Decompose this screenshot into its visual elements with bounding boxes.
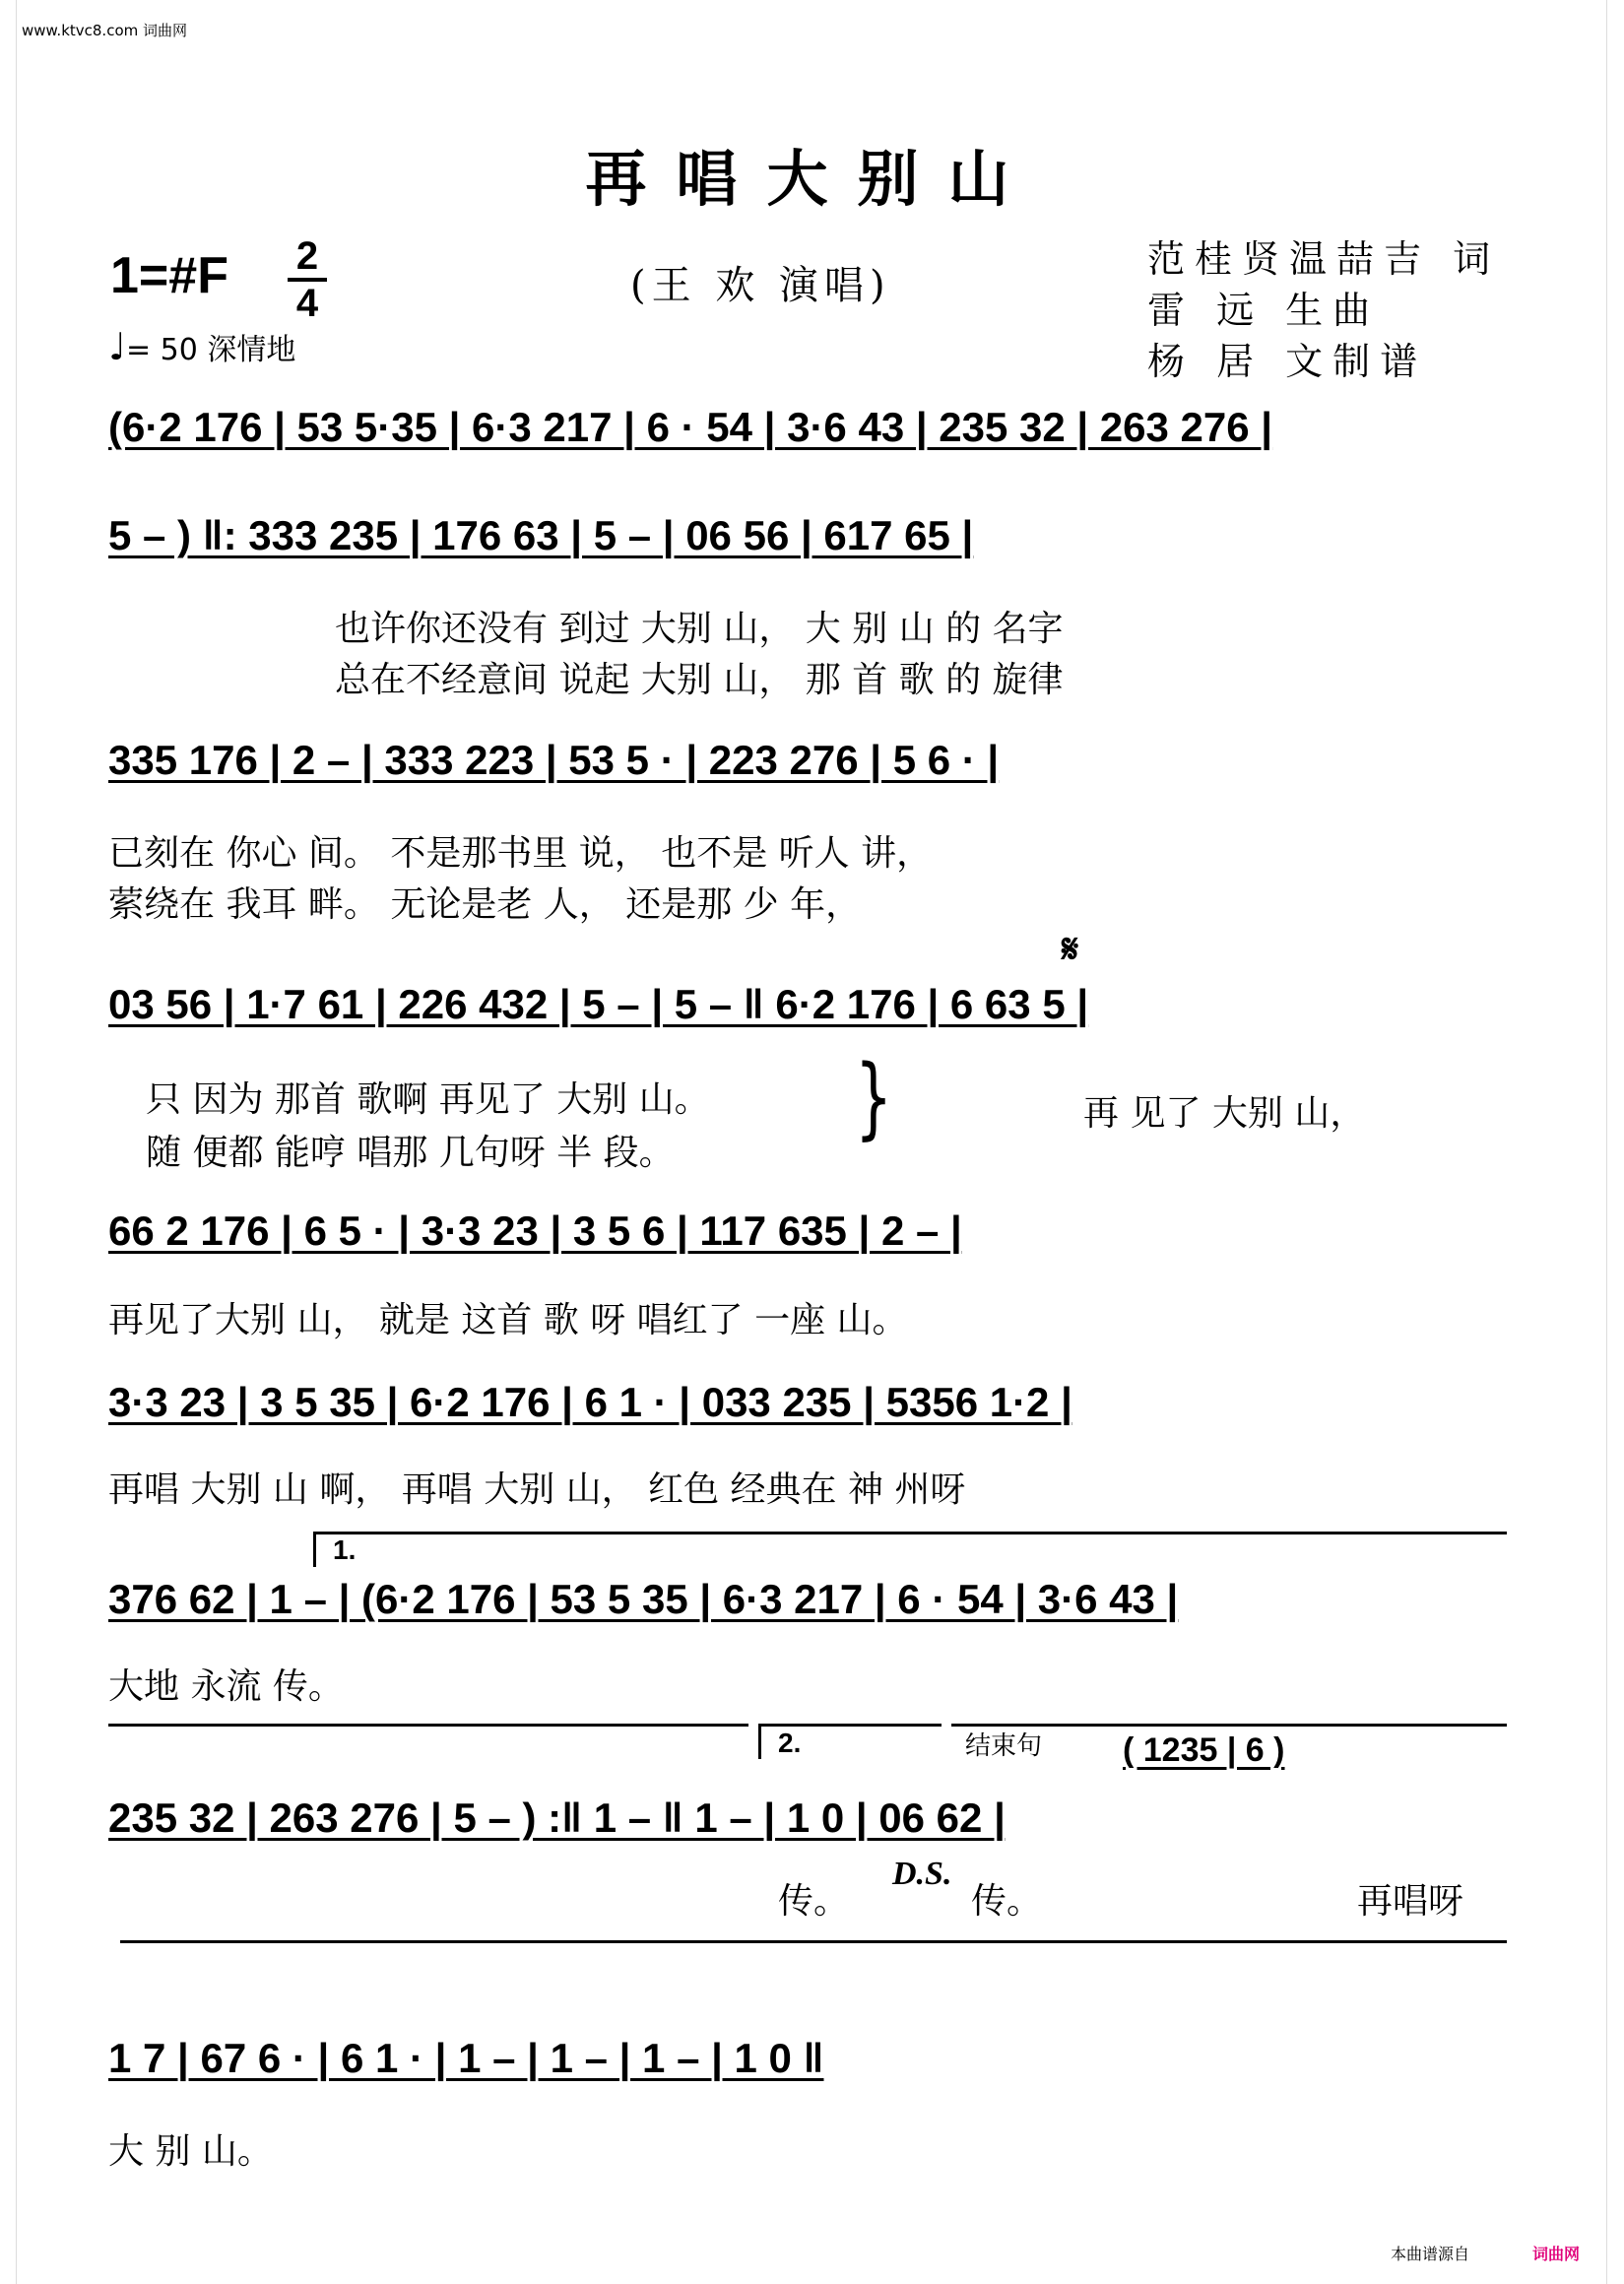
time-signature [288,236,327,323]
score-row-9 [108,2035,1507,2082]
volta-2-label: 2. [778,1728,802,1758]
score-row-5 [108,1207,1507,1255]
score-row-6 [108,1379,1507,1426]
coda-label: 结束句 [965,1731,1043,1761]
coda-notes-text: ( 1235 | 6 ) [1123,1731,1285,1769]
notes-row-4: 03 56 | 1·7 61 | 226 432 | 5 – | 5 – ‖ 6·2 176 | 6 63 5 | [108,981,1089,1027]
tempo-marking [108,325,295,368]
lyric-row-4-verse-1: 只 因为 那首 歌啊 再见了 大别 山。 [146,1079,710,1120]
page-title: 再唱大别山 [585,143,1039,215]
quarter-note-icon: ♩ [108,325,126,368]
lyric-row-3-verse-1: 已刻在 你心 间。 不是那书里 说， 也不是 听人 讲， [108,833,933,874]
credit-lyricist: 范桂贤温喆吉 词 [1147,237,1501,281]
coda-notes [1123,1731,1418,1770]
score-row-3 [108,737,1507,784]
footer-brand[interactable]: 词曲网 [1532,2245,1581,2263]
footer-source: 本曲谱源自 [1391,2245,1470,2263]
lyric-row-4-right: 再 见了 大别 山， [1083,1093,1366,1134]
lyric-row-2-verse-1: 也许你还没有 到过 大别 山， 大 别 山 的 名字 [335,609,1064,649]
coda-system-line [120,1940,1507,1943]
singer-label: (王 欢 演唱) [630,263,891,308]
key-signature [110,246,228,305]
lyric-row-5: 再见了大别 山， 就是 这首 歌 呀 唱红了 一座 山。 [108,1300,908,1340]
lyric-row-8-volta-2: 传。 [778,1881,850,1922]
lyric-row-8-coda: 传。 [971,1881,1043,1922]
lyric-row-3-verse-2: 萦绕在 我耳 畔。 无论是老 人， 还是那 少 年， [108,884,862,925]
volta-2-line [758,1724,942,1727]
segno-icon: 𝄋 [1062,927,1079,971]
lyric-row-6: 再唱 大别 山 啊， 再唱 大别 山， 红色 经典在 神 州呀 [108,1469,966,1510]
lyric-row-4-verse-2: 随 便都 能哼 唱那 几句呀 半 段。 [146,1133,675,1173]
time-top: 2 [295,234,319,278]
notes-row-8: 235 32 | 263 276 | 5 – ) :‖ 1 – ‖ 1 – | 1 0 | 06 62 | [108,1795,1006,1841]
ds-marking: D.S. [892,1856,952,1892]
left-border-line [16,0,17,2284]
tempo-label: = 50 深情地 [125,333,296,367]
notes-row-7: 376 62 | 1 – | (6·2 176 | 53 5 35 | 6·3 217 | 6 · 54 | 3·6 43 | [108,1576,1179,1622]
volta-2-bracket [758,1724,761,1759]
score-row-7 [108,1576,1507,1623]
lyric-row-7: 大地 永流 传。 [108,1666,344,1707]
notes-row-3: 335 176 | 2 – | 333 223 | 53 5 · | 223 276 | 5 6 · | [108,737,1000,783]
volta-1-line [313,1532,1507,1534]
notes-row-6: 3·3 23 | 3 5 35 | 6·2 176 | 6 1 · | 033 235 | 5356 1·2 | [108,1379,1072,1425]
notes-row-2: 5 – ) ‖: 333 235 | 176 63 | 5 – | 06 56 | 617 65 | [108,512,974,558]
score-row-4 [108,981,1507,1028]
score-row-1 [108,404,1507,451]
time-bottom: 4 [295,282,319,325]
volta-1-end-line [108,1724,748,1727]
volta-1-label: 1. [333,1534,357,1565]
lyric-row-9: 大 别 山。 [108,2131,273,2172]
score-row-2 [108,512,1507,559]
notes-row-1: (6·2 176 | 53 5·35 | 6·3 217 | 6 · 54 | 3·6 43 | 235 32 | 263 276 | [108,404,1273,450]
notes-row-9: 1 7 | 67 6 · | 6 1 · | 1 – | 1 – | 1 – | 1 0 ‖ [108,2035,824,2081]
credit-arranger: 杨 居 文制谱 [1147,340,1428,383]
notes-row-5: 66 2 176 | 6 5 · | 3·3 23 | 3 5 6 | 117 635 | 2 – | [108,1207,962,1254]
key-label: 1=#F [110,247,228,304]
score-row-8 [108,1795,1507,1842]
credit-composer: 雷 远 生曲 [1147,289,1381,332]
site-label[interactable]: www.ktvc8.com 词曲网 [22,22,188,39]
lyric-row-8-end: 再唱呀 [1357,1881,1464,1922]
right-border-line [1606,0,1607,2284]
brace-icon: } [855,1046,893,1150]
lyric-row-2-verse-2: 总在不经意间 说起 大别 山， 那 首 歌 的 旋律 [335,660,1064,700]
volta-1-bracket [313,1532,316,1567]
